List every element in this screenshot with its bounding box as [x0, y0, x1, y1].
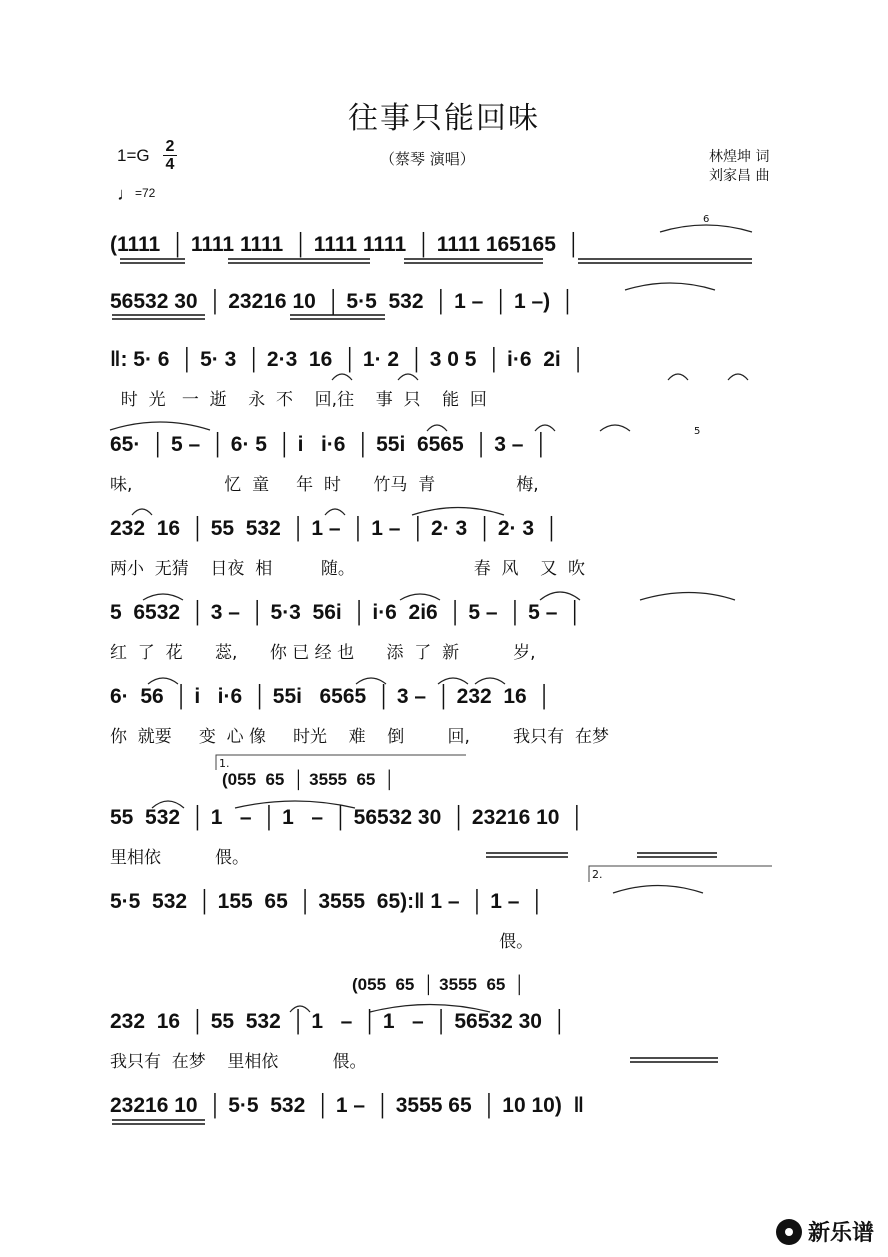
score-row-7: 6· 56 │ i i·6 │ 55i 6565 │ 3 – │ 232 16 │	[110, 685, 552, 708]
performer: （蔡琴 演唱）	[380, 150, 475, 168]
key-signature: 1=G	[117, 146, 150, 165]
quarter-note-icon: ♩	[117, 184, 135, 204]
score-row-5: 232 16 │ 55 532 │ 1 – │ 1 – │ 2· 3 │ 2· 3 │	[110, 517, 559, 540]
composer: 刘家昌 曲	[709, 168, 770, 184]
score-row-9: 5·5 532 │ 155 65 │ 3555 65):‖ 1 – │ 1 – │	[110, 890, 545, 913]
logo-text: 新乐谱	[807, 1221, 874, 1246]
score-row-11: 23216 10 │ 5·5 532 │ 1 – │ 3555 65 │ 10 10) ‖	[110, 1094, 584, 1117]
song-title: 往事只能回味	[348, 101, 540, 136]
lyric-row-4: 味, 忆 童 年 时 竹马 青 梅,	[110, 475, 539, 495]
score-row-6: 5 6532 │ 3 – │ 5·3 56i │ i·6 2i6 │ 5 – │ 5 – │	[110, 601, 583, 624]
lyric-row-7: 你 就要 变 心 像 时光 难 倒 回, 我只有 在梦	[110, 727, 609, 747]
site-logo	[776, 1216, 874, 1247]
grace-note-label: 5	[694, 426, 701, 437]
record-disc-icon	[776, 1219, 802, 1245]
score-row-1: (1111 │ 1111 1111 │ 1111 1111 │ 1111 165165 │	[110, 233, 581, 256]
lyric-row-3: 时 光 一 逝 永 不 回,往 事 只 能 回	[110, 390, 487, 410]
ending-1-label: 1.	[219, 757, 230, 770]
lyric-row-6: 红 了 花 蕊, 你 已 经 也 添 了 新 岁,	[110, 643, 536, 663]
score-row-8: 55 532 │ 1 – │ 1 – │ 56532 30 │ 23216 10 │	[110, 806, 585, 829]
score-row-10: 232 16 │ 55 532 │ 1 – │ 1 – │ 56532 30 │	[110, 1010, 567, 1033]
interlude-notes: (055 65 │ 3555 65 │	[352, 975, 526, 994]
lyricist: 林煌坤 词	[709, 149, 770, 165]
time-signature-top: 2	[165, 138, 175, 155]
lyric-row-10: 我只有 在梦 里相依 偎。	[110, 1052, 367, 1072]
time-signature-bottom: 4	[165, 156, 175, 173]
interlude-notes: (055 65 │ 3555 65 │	[222, 770, 396, 789]
score-row-2: 56532 30 │ 23216 10 │ 5·5 532 │ 1 – │ 1 –) │	[110, 290, 575, 313]
score-row-4: 65· │ 5 – │ 6· 5 │ i i·6 │ 55i 6565 │ 3 – │	[110, 433, 549, 456]
lyric-row-5: 两小 无猜 日夜 相 随。 春 风 又 吹	[110, 559, 585, 579]
tuplet-label: 6	[703, 214, 710, 225]
tempo-value: =72	[135, 186, 156, 200]
score-row-3: ‖: 5· 6 │ 5· 3 │ 2·3 16 │ 1· 2 │ 3 0 5 │ i·6 2i │	[110, 348, 586, 371]
lyric-row-8: 里相依 偎。	[110, 848, 250, 868]
ending-2-label: 2.	[592, 868, 603, 881]
lyric-row-9: 偎。	[110, 932, 534, 952]
